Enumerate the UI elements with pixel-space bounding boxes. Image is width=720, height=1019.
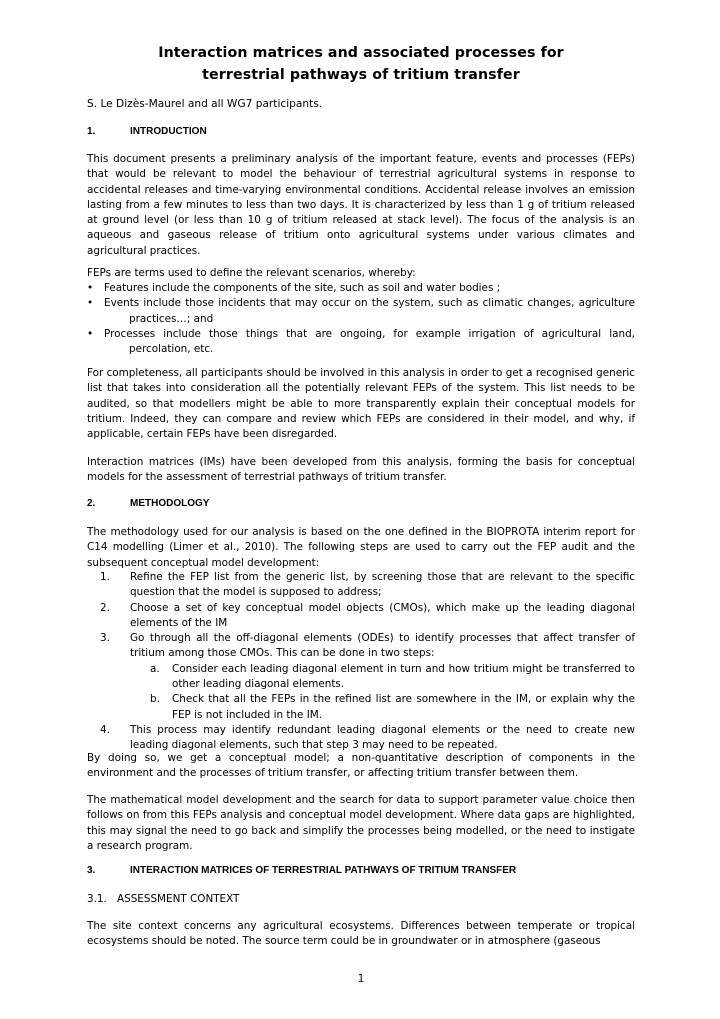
page-number: 1 bbox=[357, 973, 365, 985]
section-title: METHODOLOGY bbox=[130, 498, 210, 509]
list-item: • Processes include those things that are ongoing, for example irrigation of agricultural land, percolation, etc. bbox=[87, 327, 635, 356]
intro-paragraph-3: For completeness, all participants should be involved in this analysis in order to get a recognised generic list that takes into consideration all the potentially relevant FEPs of the system. This list needs to be audited, so that modellers might be able to more transparently explain their conceptual models for tritium. Indeed, they can compare and review which FEPs are considered in their model, and why, if applicable, certain FEPs have been disregarded. bbox=[87, 367, 635, 441]
bullet-icon: • bbox=[87, 297, 94, 310]
list-item: a. Consider each leading diagonal element in turn and how tritium might be transferred to other leading diagonal elements. bbox=[150, 662, 635, 691]
section-number: 2. bbox=[87, 498, 96, 509]
subsection-number: 3.1. bbox=[87, 893, 107, 905]
section-heading-methodology bbox=[87, 497, 209, 511]
intro-paragraph-1: This document presents a preliminary analysis of the important feature, events and processes (FEPs) that would be relevant to model the behaviour of terrestrial agricultural systems in response to accidental releases and time-varying environmental conditions. Accidental release involves an emission lasting from a few minutes to less than two days. It is characterized by less than 1 g of tritium released at ground level (or less than 10 g of tritium released at stack level). The focus of the analysis is an aqueous and gaseous release of tritium onto agricultural systems under various climates and agricultural practices. bbox=[87, 153, 635, 257]
assessment-context-paragraph: The site context concerns any agricultural ecosystems. Differences between temperate or tropical ecosystems should be noted. The source term could be in groundwater or in atmosphere (gaseous bbox=[87, 920, 635, 948]
substeps-list bbox=[130, 662, 635, 723]
document-title bbox=[87, 42, 635, 86]
methodology-paragraph-1: The methodology used for our analysis is based on the one defined in the BIOPROTA interim report for C14 modelling (Limer et al., 2010). The following steps are used to carry out the FEP audit and the subsequent conceptual model development: bbox=[87, 526, 635, 569]
title-line-1: Interaction matrices and associated processes for bbox=[158, 45, 564, 61]
list-item: 3. Go through all the off-diagonal elements (ODEs) to identify processes that affect transfer of tritium among those CMOs. This can be done in two steps: a. Consider each leading diagonal element in turn and how tritium might be transferred to other leading diagonal elements. b. Check that all the FEPs in the refined list are somewhere in the IM, or explain why the FEP is not included in the IM. bbox=[87, 631, 635, 723]
section-number: 1. bbox=[87, 126, 96, 137]
list-item: • Features include the components of the site, such as soil and water bodies ; bbox=[87, 281, 635, 296]
section-heading-interaction-matrices bbox=[87, 864, 516, 878]
list-item: • Events include those incidents that may occur on the system, such as climatic changes, agriculture practices…; and bbox=[87, 297, 635, 325]
section-title: INTRODUCTION bbox=[130, 126, 207, 137]
list-item: 2. Choose a set of key conceptual model objects (CMOs), which make up the leading diagonal elements of the IM bbox=[100, 601, 635, 629]
subsection-title: ASSESSMENT CONTEXT bbox=[117, 893, 240, 905]
intro-paragraph-4: Interaction matrices (IMs) have been developed from this analysis, forming the basis for conceptual models for the assessment of terrestrial pathways of tritium transfer. bbox=[87, 456, 635, 484]
list-item: 1. Refine the FEP list from the generic list, by screening those that are relevant to the specific question that the model is supposed to address; bbox=[100, 571, 635, 599]
methodology-paragraph-2: By doing so, we get a conceptual model; a non-quantitative description of components in the environment and the processes of tritium transfer, or affecting tritium transfer between them. bbox=[87, 752, 635, 780]
section-number: 3. bbox=[87, 865, 96, 876]
section-heading-introduction bbox=[87, 125, 207, 139]
list-item: 4. This process may identify redundant leading diagonal elements or the need to create new leading diagonal elements, such that step 3 may need to be repeated. bbox=[100, 723, 635, 752]
bullet-icon: • bbox=[87, 282, 94, 294]
list-item: b. Check that all the FEPs in the refined list are somewhere in the IM, or explain why the FEP is not included in the IM. bbox=[150, 693, 635, 721]
methodology-paragraph-3: The mathematical model development and the search for data to support parameter value choice then follows on from this FEPs analysis and conceptual model development. Where data gaps are highlighted, this may signal the need to go back and simplify the processes being modelled, or the need to instigate a research program. bbox=[87, 794, 635, 852]
subsection-heading-assessment-context bbox=[87, 892, 239, 906]
bullet-icon: • bbox=[87, 327, 94, 340]
methodology-steps-list bbox=[87, 570, 635, 754]
section-title: INTERACTION MATRICES OF TERRESTRIAL PATHWAYS OF TRITIUM TRANSFER bbox=[130, 865, 517, 876]
fep-bullet-list bbox=[87, 281, 635, 357]
intro-paragraph-2: FEPs are terms used to define the relevant scenarios, whereby: bbox=[87, 267, 416, 279]
authors-line: S. Le Dizès-Maurel and all WG7 participants. bbox=[87, 98, 323, 110]
title-line-2: terrestrial pathways of tritium transfer bbox=[202, 67, 520, 83]
